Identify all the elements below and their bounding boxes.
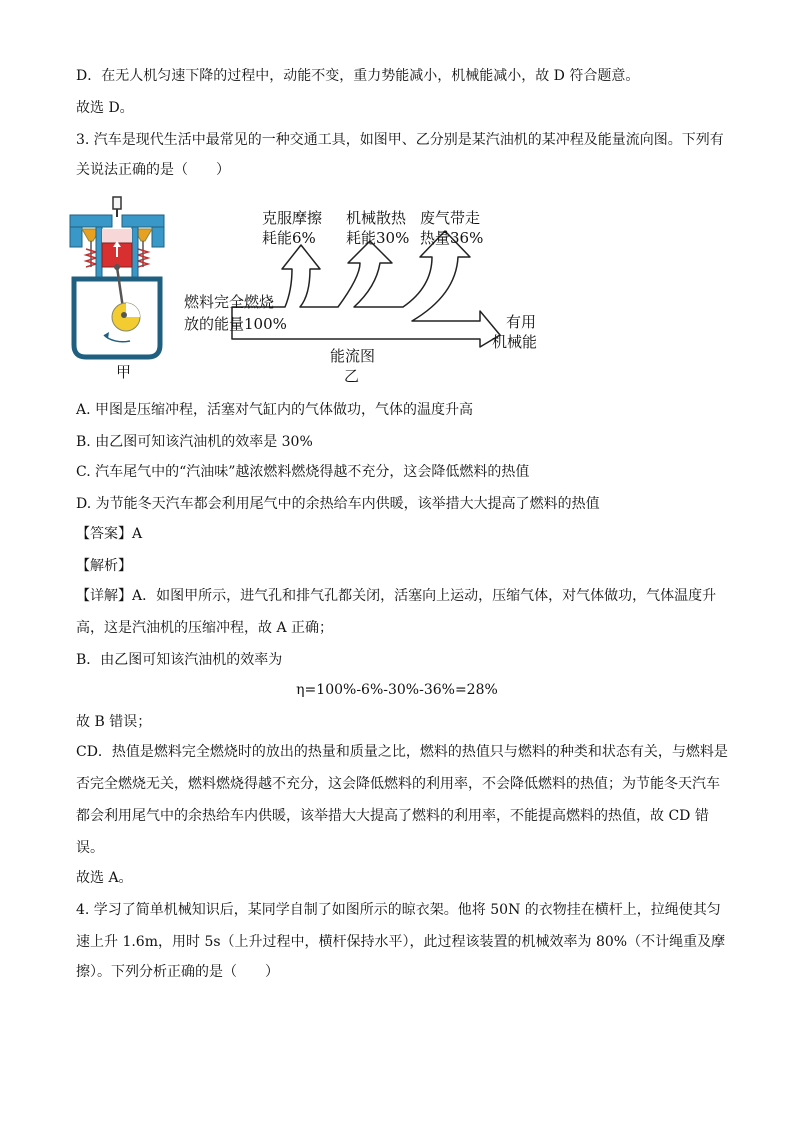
after-line-1: 故 B 错误；: [76, 714, 152, 730]
prev-choice-line: 故选 D。: [76, 100, 134, 116]
useful-energy-label-1: 有用: [506, 313, 537, 331]
fuel-energy-label-1: 燃料完全燃烧: [184, 293, 275, 311]
option-a: A. 甲图是压缩冲程，活塞对气缸内的气体做功，气体的温度升高: [76, 402, 474, 418]
after-line-2: CD．热值是燃料完全燃烧时的放出的热量和质量之比，燃料的热值只与燃料的种类和状态有关，与燃料是: [76, 744, 728, 760]
analysis-heading: 【解析】: [76, 558, 132, 574]
engine-cylinder-diagram: [70, 197, 164, 357]
fuel-energy-label-2: 放的能量100%: [184, 315, 287, 333]
engine-caption: 甲: [116, 363, 132, 381]
after-line-6: 故选 A。: [76, 870, 133, 886]
question-4-line-2: 速上升 1.6m，用时 5s（上升过程中，横杆保持水平），此过程该装置的机械效率为 80%（不计绳重及摩: [76, 934, 726, 950]
option-b: B. 由乙图可知该汽油机的效率是 30%: [76, 434, 313, 450]
question-4-line-3: 擦）。下列分析正确的是（ ）: [76, 964, 279, 980]
after-line-3: 否完全燃烧无关，燃料燃烧得越不充分，这会降低燃料的利用率，不会降低燃料的热值；为节能冬天汽车: [76, 776, 720, 792]
detail-line-3: B．由乙图可知该汽油机的效率为: [76, 652, 283, 668]
useful-energy-label-2: 机械能: [492, 333, 538, 351]
flow-chart-caption: 乙: [344, 367, 360, 385]
question-4-line-1: 4. 学习了简单机械知识后，某同学自制了如图所示的晾衣架。他将 50N 的衣物挂在横杆上，拉绳使其匀: [76, 902, 721, 918]
after-line-4: 都会利用尾气中的余热给车内供暖，该举措大大提高了燃料的利用率，不能提高燃料的热值，故 CD 错: [76, 808, 709, 824]
heat-dissipation-label-1: 机械散热: [346, 209, 407, 227]
heat-dissipation-label-2: 耗能30%: [346, 229, 410, 247]
detail-line-1: 【详解】A．如图甲所示，进气孔和排气孔都关闭，活塞向上运动，压缩气体，对气体做功，气体温度升: [76, 588, 717, 604]
question-3-stem-line1: 3. 汽车是现代生活中最常见的一种交通工具，如图甲、乙分别是某汽油机的某冲程及能量流向图。下列有: [76, 132, 724, 148]
friction-loss-label-1: 克服摩擦: [262, 209, 323, 227]
exhaust-loss-label-1: 废气带走: [420, 209, 481, 227]
prev-answer-line: D．在无人机匀速下降的过程中，动能不变，重力势能减小，机械能减小，故 D 符合题意。: [76, 68, 640, 84]
friction-loss-label-2: 耗能6%: [262, 229, 316, 247]
flow-chart-title: 能流图: [330, 347, 376, 365]
question-3-figure: [60, 195, 620, 390]
answer-line: 【答案】A: [76, 526, 143, 542]
after-line-5: 误。: [76, 840, 104, 856]
exhaust-loss-label-2: 热量36%: [420, 229, 484, 247]
option-c: C. 汽车尾气中的“汽油味”越浓燃料燃烧得越不充分，这会降低燃料的热值: [76, 464, 530, 480]
question-3-stem-line2: 关说法正确的是（ ）: [76, 162, 230, 178]
option-d: D. 为节能冬天汽车都会利用尾气中的余热给车内供暖，该举措大大提高了燃料的热值: [76, 496, 600, 512]
detail-line-2: 高，这是汽油机的压缩冲程，故 A 正确；: [76, 620, 334, 636]
efficiency-formula: η=100%-6%-30%-36%=28%: [296, 682, 498, 698]
